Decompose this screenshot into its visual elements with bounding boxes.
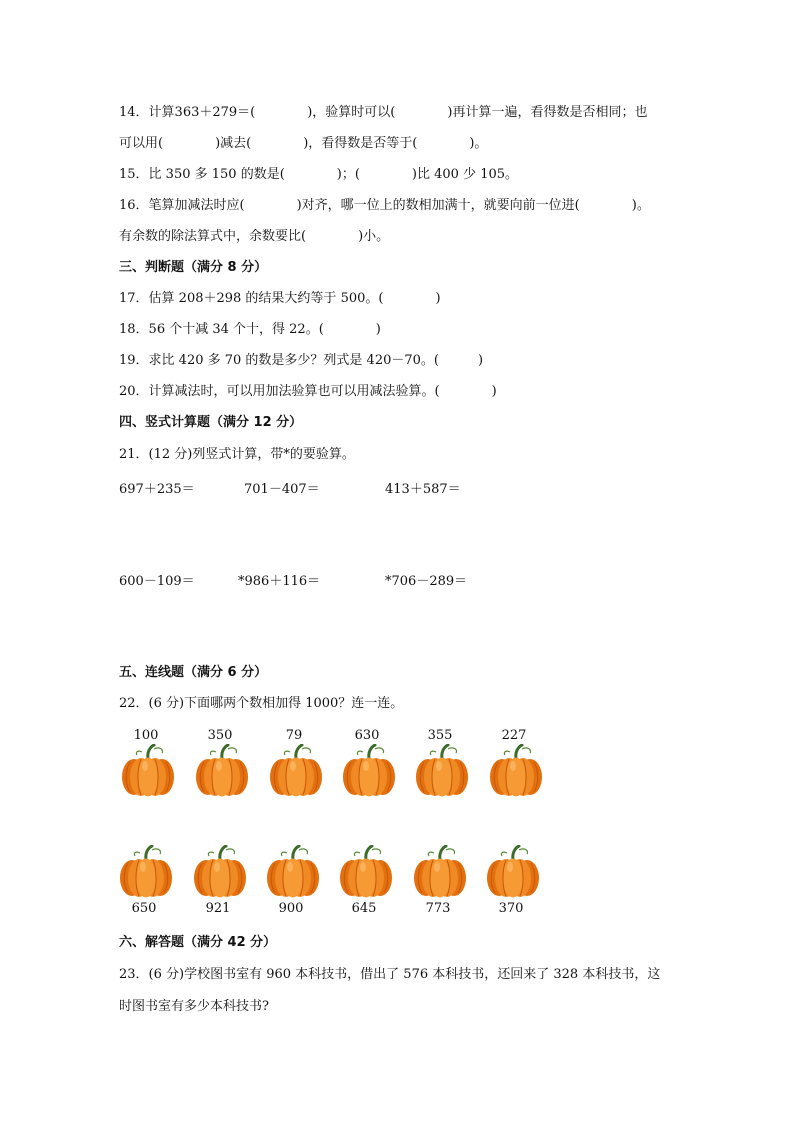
question-15: 15．比 350 多 150 的数是( )；( )比 400 少 105。 [119,167,519,182]
pumpkin-number: 355 [427,728,453,743]
pumpkin-number: 645 [351,901,377,916]
section-3-heading: 三、判断题（满分 8 分） [119,260,268,275]
pumpkin-number: 773 [425,901,451,916]
expression: 600－109＝ [119,574,195,589]
question-21: 21．(12 分)列竖式计算，带*的要验算。 [119,447,355,462]
section-4-heading: 四、竖式计算题（满分 12 分） [119,415,303,430]
pumpkin-icon[interactable] [118,845,174,899]
pumpkin-icon[interactable] [265,845,321,899]
pumpkin-number: 650 [131,901,157,916]
question-20: 20．计算减法时，可以用加法验算也可以用减法验算。( ) [119,384,497,399]
question-23-line-2: 时图书室有多少本科技书? [119,999,269,1014]
question-22: 22．(6 分)下面哪两个数相加得 1000？连一连。 [119,696,404,711]
pumpkin-icon[interactable] [192,845,248,899]
pumpkin-icon[interactable] [341,744,397,798]
pumpkin-icon[interactable] [120,744,176,798]
pumpkin-icon[interactable] [485,845,541,899]
pumpkin-number: 227 [501,728,527,743]
pumpkin-number: 900 [278,901,304,916]
question-14-line-2: 可以用( )减去( )，看得数是否等于( )。 [119,136,488,151]
expression: 697＋235＝ [119,482,195,497]
pumpkin-icon[interactable] [488,744,544,798]
pumpkin-number: 921 [205,901,231,916]
pumpkin-icon[interactable] [338,845,394,899]
expression: 701－407＝ [244,482,320,497]
expression: *986＋116＝ [238,574,321,589]
question-16-line-2: 有余数的除法算式中，余数要比( )小。 [119,229,390,244]
question-17: 17．估算 208＋298 的结果大约等于 500。( ) [119,291,441,306]
question-16-line-1: 16．笔算加减法时应( )对齐，哪一位上的数相加满十，就要向前一位进( )。 [119,198,650,213]
pumpkin-icon[interactable] [414,744,470,798]
expression: 413＋587＝ [385,482,461,497]
pumpkin-number: 79 [285,728,303,743]
question-23-line-1: 23．(6 分)学校图书室有 960 本科技书，借出了 576 本科技书，还回来了 328 本科技书，这 [119,967,661,982]
section-6-heading: 六、解答题（满分 42 分） [119,935,277,950]
pumpkin-number: 630 [354,728,380,743]
pumpkin-icon[interactable] [194,744,250,798]
expression: *706－289＝ [385,574,468,589]
section-5-heading: 五、连线题（满分 6 分） [119,665,268,680]
pumpkin-number: 370 [498,901,524,916]
question-19: 19．求比 420 多 70 的数是多少？列式是 420－70。( ) [119,353,484,368]
question-18: 18．56 个十减 34 个十，得 22。( ) [119,322,381,337]
pumpkin-number: 350 [207,728,233,743]
pumpkin-number: 100 [133,728,159,743]
question-14-line-1: 14．计算363＋279＝( )，验算时可以( )再计算一遍，看得数是否相同；也 [119,105,648,120]
pumpkin-icon[interactable] [412,845,468,899]
pumpkin-icon[interactable] [268,744,324,798]
